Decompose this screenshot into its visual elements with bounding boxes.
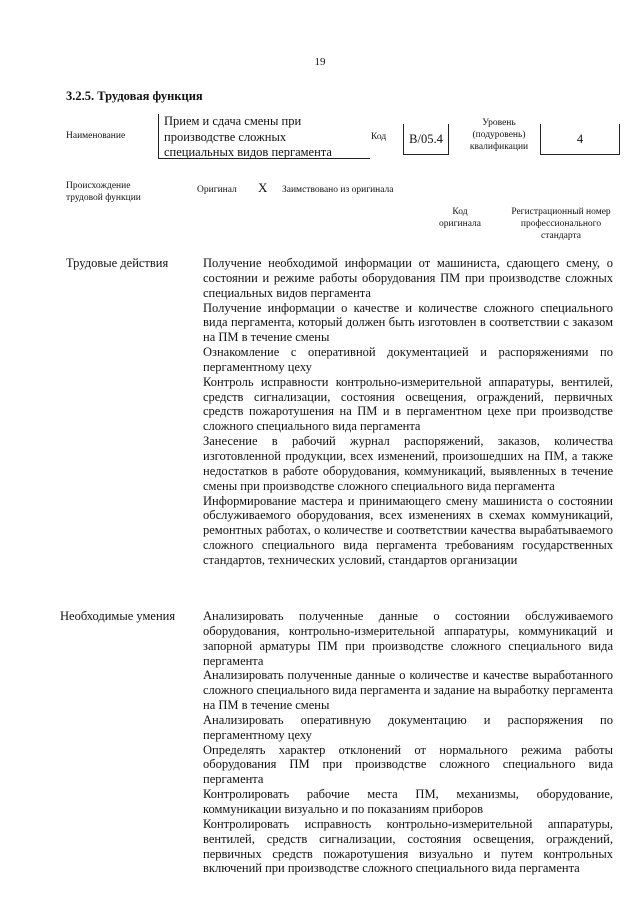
original-mark: X — [258, 180, 268, 195]
function-name-line-2: производстве сложных — [164, 129, 287, 144]
labor-actions-list — [203, 256, 613, 568]
code-label: Код — [371, 132, 387, 142]
skill-item: Анализировать полученные данные о состоянии обслуживаемого оборудования, контрольно-измерительной аппаратуры, коммуникаций и запорной арматуры ПМ при производстве сложного специального вида пергамента — [203, 609, 613, 668]
labor-action-item: Занесение в рабочий журнал распоряжений, заказов, количества изготовленной продукции, всех изменений, произошедших на ПМ, а также недостатков в работе оборудования, коммуникаций, выявленных в течение смены при производстве сложного специального вида пергамента — [203, 434, 613, 493]
reg-number-line-1: Регистрационный номер — [511, 207, 611, 217]
reg-number-line-2: профессионального — [520, 219, 602, 229]
labor-action-item: Получение необходимой информации от машиниста, сдающего смену, о состоянии и режиме работы оборудования ПМ при производстве сложных специальных видов пергамента — [203, 256, 613, 300]
level-label-line-2: (подуровень) — [472, 130, 526, 140]
origin-label-line-2: трудовой функции — [66, 193, 141, 203]
origin-label — [66, 180, 141, 204]
skill-item: Анализировать оперативную документацию и распоряжения по пергаментному цеху — [203, 712, 613, 742]
reg-number-label — [505, 206, 617, 242]
level-label-line-1: Уровень — [482, 118, 516, 128]
borrowed-label: Заимствовано из оригинала — [282, 185, 394, 195]
labor-action-item: Контроль исправности контрольно-измерительной аппаратуры, вентилей, средств сигнализации, состояния освещения, ограждений, первичных средств пожаротушения на ПМ и в пергаментном цехе при производстве сложного специального вида пергамента — [203, 374, 613, 434]
function-name-line-1: Прием и сдача смены при — [164, 114, 302, 128]
code-value: В/05.4 — [403, 124, 449, 155]
labor-action-item: Информирование мастера и принимающего смену машиниста о состоянии обслуживаемого оборудования, всех изменениях в схемах коммуникаций, ремонтных работах, о количестве и соответствии качества вырабатываемого сложного специального вида пергамента требованиям государственных стандартов, технических условий, стандартов организации — [203, 493, 613, 567]
origin-label-line-1: Происхождение — [66, 181, 131, 191]
skills-list — [203, 609, 613, 876]
skill-item: Анализировать полученные данные о количестве и качестве выработанного сложного специального вида пергамента и задание на выработку пергамента на ПМ в течение смены — [203, 668, 613, 713]
level-label — [458, 117, 540, 153]
code-original-line-2: оригинала — [439, 219, 481, 229]
skill-item: Контролировать исправность контрольно-измерительной аппаратуры, вентилей, средств сигнализации, состояния освещения, ограждений, первичных средств пожаротушения визуально и путем контрольных включений при производстве сложного специального вида пергамента — [203, 816, 613, 876]
reg-number-line-3: стандарта — [541, 231, 581, 241]
page-number: 19 — [314, 56, 326, 68]
section-title: 3.2.5. Трудовая функция — [66, 89, 203, 103]
skill-item: Контролировать рабочие места ПМ, механизмы, оборудование, коммуникации визуально и по показаниям приборов — [203, 787, 613, 816]
function-name-line-3: специальных видов пергамента — [164, 145, 332, 159]
function-name — [158, 114, 370, 159]
level-label-line-3: квалификации — [469, 142, 529, 152]
skill-item: Определять характер отклонений от нормального режима работы оборудования ПМ при производстве сложного специального вида пергамента — [203, 742, 613, 787]
skills-label: Необходимые умения — [60, 609, 176, 623]
labor-action-item: Ознакомление с оперативной документацией и распоряжениями по пергаментному цеху — [203, 345, 613, 374]
labor-actions-label: Трудовые действия — [66, 256, 169, 270]
name-label: Наименование — [66, 131, 126, 141]
code-original-label — [430, 206, 490, 230]
code-original-line-1: Код — [452, 207, 468, 217]
labor-action-item: Получение информации о качестве и количестве сложного специального вида пергамента, который должен быть изготовлен в соответствии с заказом на ПМ в течение смены — [203, 300, 613, 345]
original-label: Оригинал — [197, 185, 237, 195]
level-value: 4 — [540, 124, 620, 155]
